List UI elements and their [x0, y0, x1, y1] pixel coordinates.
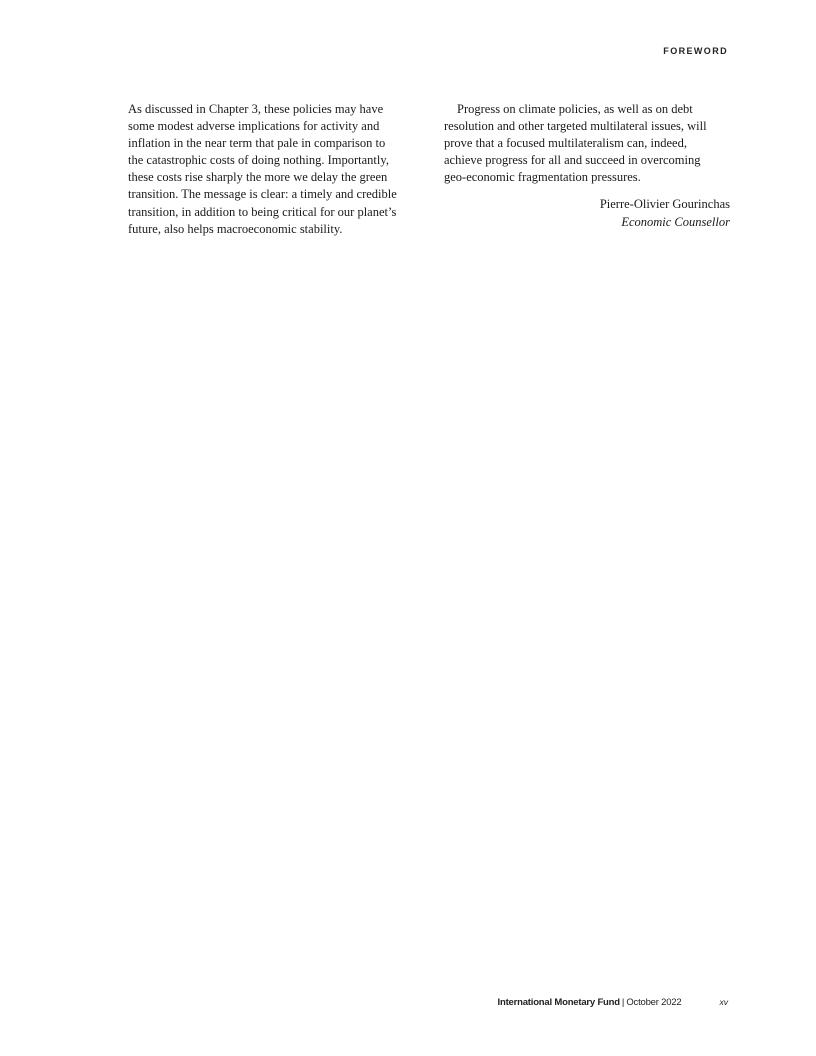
paragraph-climate-progress — [444, 101, 734, 186]
paragraph-chapter-3-policies — [128, 101, 418, 238]
page-number: xv — [719, 997, 728, 1007]
text-line: some modest adverse implications for activity and — [128, 119, 380, 134]
text-line: resolution and other targeted multilateral issues, will — [444, 119, 707, 134]
footer-separator: | — [621, 997, 625, 1008]
text-line: As discussed in Chapter 3, these policies may have — [128, 102, 384, 116]
text-line: Progress on climate policies, as well as on debt — [457, 102, 693, 116]
text-line: geo-economic fragmentation pressures. — [444, 170, 641, 185]
text-line: the catastrophic costs of doing nothing. Importantly, — [128, 153, 389, 168]
signatory-title: Economic Counsellor — [621, 214, 730, 229]
text-line: achieve progress for all and succeed in overcoming — [444, 153, 701, 168]
signatory-name: Pierre-Olivier Gourinchas — [599, 197, 730, 212]
right-column — [444, 101, 734, 231]
footer-date: October 2022 — [626, 997, 682, 1008]
running-head: FOREWORD — [663, 46, 728, 56]
footer-organization: International Monetary Fund — [497, 997, 620, 1008]
left-column — [128, 101, 418, 238]
text-line: these costs rise sharply the more we delay the green — [128, 170, 388, 185]
text-line: transition. The message is clear: a timely and credible — [128, 187, 397, 202]
signature-block — [444, 196, 734, 230]
text-line: prove that a focused multilateralism can, indeed, — [444, 136, 687, 151]
text-line: transition, in addition to being critical for our planet’s — [128, 204, 397, 219]
text-line: future, also helps macroeconomic stability. — [128, 221, 343, 236]
page-footer — [498, 997, 728, 1008]
text-line: inflation in the near term that pale in comparison to — [128, 136, 386, 151]
